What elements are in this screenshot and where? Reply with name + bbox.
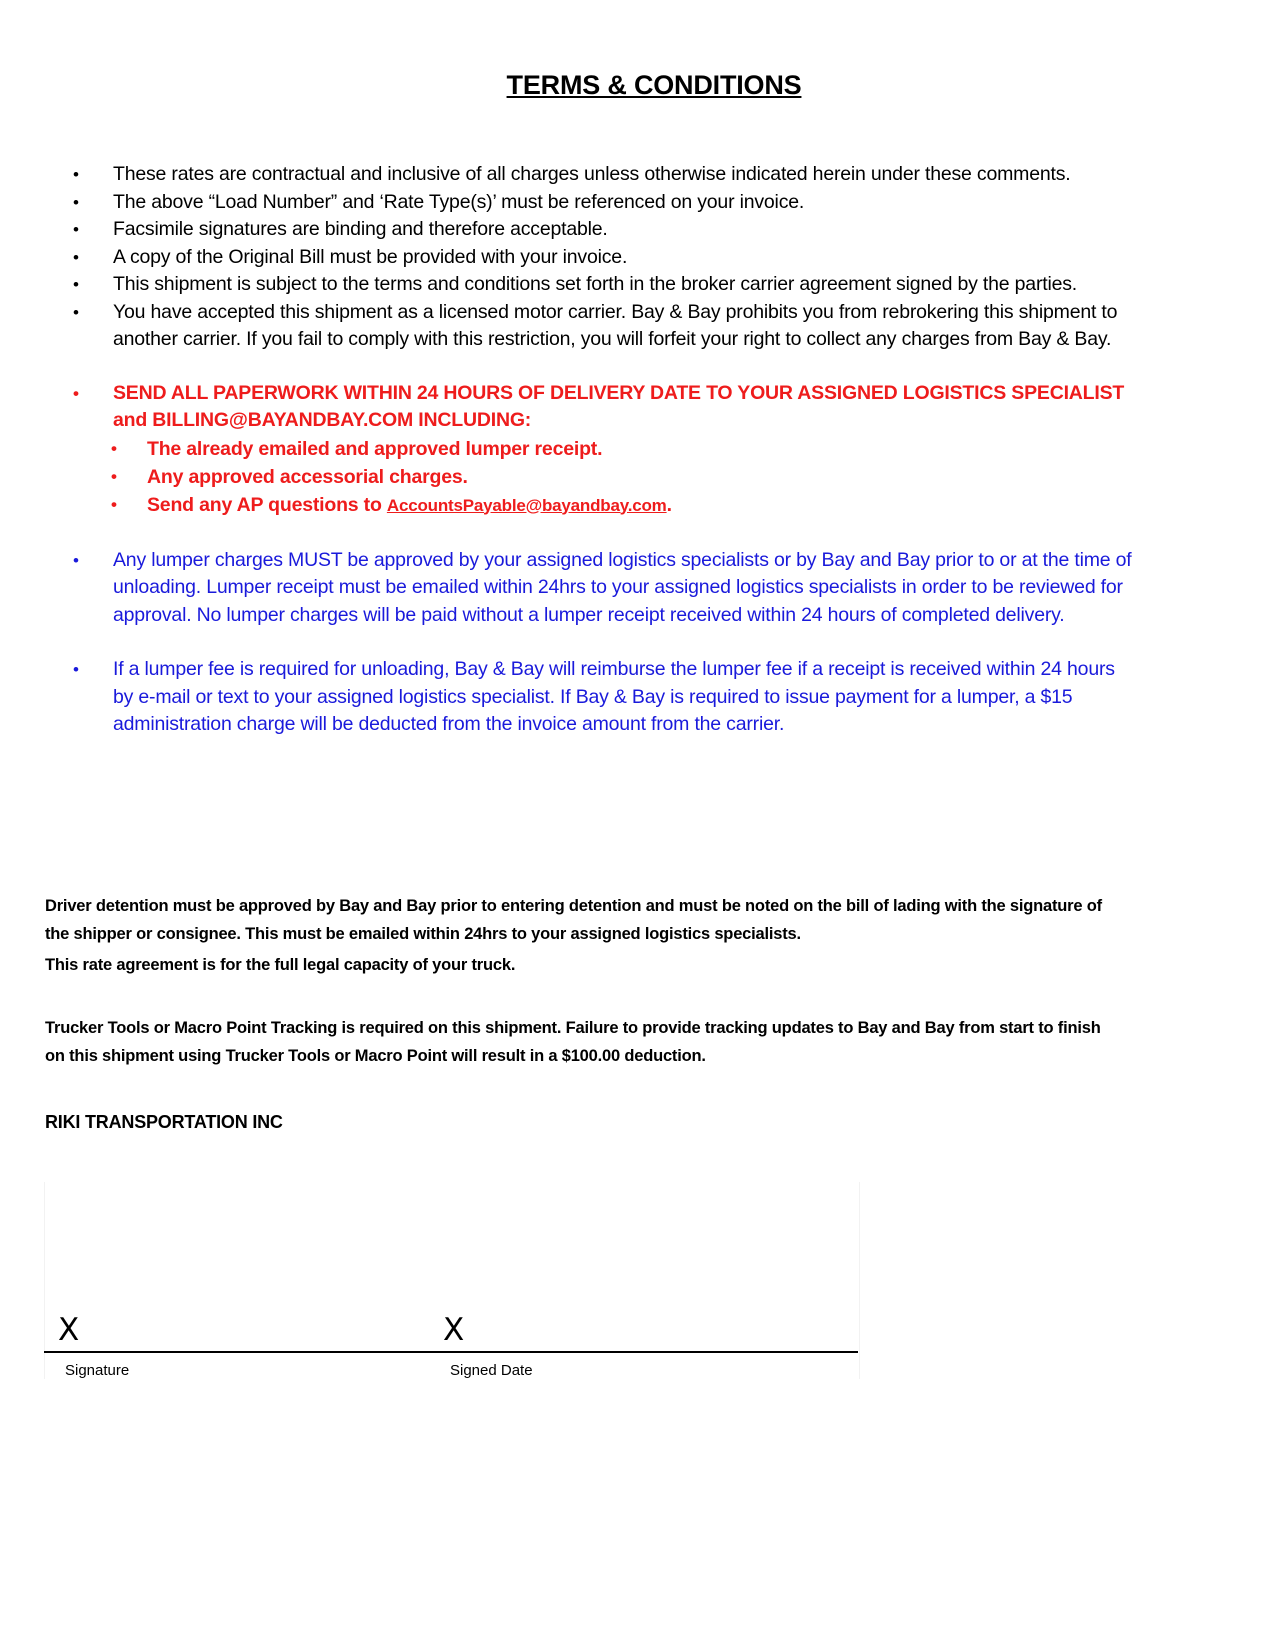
lumper-text: If a lumper fee is required for unloading, Bay & Bay will reimburse the lumper fee if a receipt is received within 24 hours by e-mail or text to your assigned logistics specialist. If Bay & Bay is required to issue payment for a lumper, a $15 administration charge will be deducted from the invoice amount from the carrier. [113, 658, 1115, 735]
bullet-icon: • [73, 165, 79, 184]
terms-list [73, 161, 1133, 739]
capacity-note: This rate agreement is for the full legal capacity of your truck. [45, 956, 516, 974]
paperwork-sub-item [73, 463, 1133, 491]
sub-item-text: The already emailed and approved lumper receipt. [147, 437, 603, 460]
spacer [73, 520, 1133, 547]
paperwork-sub-item [73, 491, 1133, 520]
paperwork-text: SEND ALL PAPERWORK WITHIN 24 HOURS OF DELIVERY DATE TO YOUR ASSIGNED LOGISTICS SPECIALIST and BILLING@BAYANDBAY.COM INCLUDING: [113, 381, 1125, 431]
bullet-icon: • [111, 438, 117, 458]
bullet-icon: • [73, 247, 79, 267]
lumper-item [73, 656, 1133, 739]
carrier-name: RIKI TRANSPORTATION INC [45, 1112, 283, 1132]
list-item [73, 299, 1133, 354]
detention-note: Driver detention must be approved by Bay and Bay prior to entering detention and must be noted on the bill of lading with the signature of the shipper or consignee. This must be emailed within 24hrs to your assigned logistics specialists. [45, 897, 1102, 943]
list-item [73, 189, 1133, 217]
accounts-payable-email-link[interactable]: AccountsPayable@bayandbay.com [386, 495, 667, 515]
paperwork-item [73, 380, 1133, 435]
list-item [73, 161, 1133, 189]
sub-item-text: Any approved accessorial charges. [147, 465, 468, 488]
paperwork-sub-item [73, 435, 1133, 463]
spacer [73, 629, 1133, 656]
date-mark: X [443, 1312, 465, 1348]
bullet-icon: • [111, 494, 117, 514]
term-text: This shipment is subject to the terms and conditions set forth in the broker carrier agreement signed by the parties. [113, 273, 1078, 295]
term-text: Facsimile signatures are binding and therefore acceptable. [113, 218, 608, 240]
lumper-item [73, 547, 1133, 630]
bullet-icon: • [111, 466, 117, 486]
bullet-icon: • [73, 383, 79, 403]
ap-prefix: Send any AP questions to [147, 493, 387, 516]
spacer [73, 354, 1133, 380]
signature-line [44, 1351, 858, 1353]
signed-date-label: Signed Date [450, 1362, 533, 1379]
ap-suffix: . [666, 493, 672, 516]
list-item [73, 244, 1133, 272]
page-title: TERMS & CONDITIONS [506, 70, 802, 100]
bullet-icon: • [73, 275, 79, 294]
signature-mark: X [58, 1312, 80, 1348]
list-item [73, 216, 1133, 244]
tracking-note: Trucker Tools or Macro Point Tracking is required on this shipment. Failure to provide tracking updates to Bay and Bay from start to finish on this shipment using Trucker Tools or Macro Point will result in a $100.00 deduction. [45, 1019, 1101, 1065]
term-text: These rates are contractual and inclusive of all charges unless otherwise indicated herein under these comments. [113, 163, 1071, 185]
list-item [73, 271, 1133, 299]
bullet-icon: • [73, 550, 79, 570]
bullet-icon: • [73, 660, 79, 679]
lumper-text: Any lumper charges MUST be approved by your assigned logistics specialists or by Bay and Bay prior to or at the time of unloading. Lumper receipt must be emailed within 24hrs to your assigned logistics specialists in order to be reviewed for approval. No lumper charges will be paid without a lumper receipt received within 24 hours of completed delivery. [113, 548, 1132, 626]
bullet-icon: • [73, 220, 79, 239]
signature-block[interactable] [44, 1182, 860, 1379]
signature-label: Signature [65, 1362, 130, 1379]
bullet-icon: • [73, 302, 79, 322]
term-text: A copy of the Original Bill must be provided with your invoice. [113, 245, 628, 268]
term-text: The above “Load Number” and ‘Rate Type(s)’ must be referenced on your invoice. [113, 190, 805, 213]
term-text: You have accepted this shipment as a licensed motor carrier. Bay & Bay prohibits you from rebrokering this shipment to another carrier. If you fail to comply with this restriction, you will forfeit your right to collect any charges from Bay & Bay. [113, 300, 1118, 350]
bullet-icon: • [73, 192, 79, 212]
